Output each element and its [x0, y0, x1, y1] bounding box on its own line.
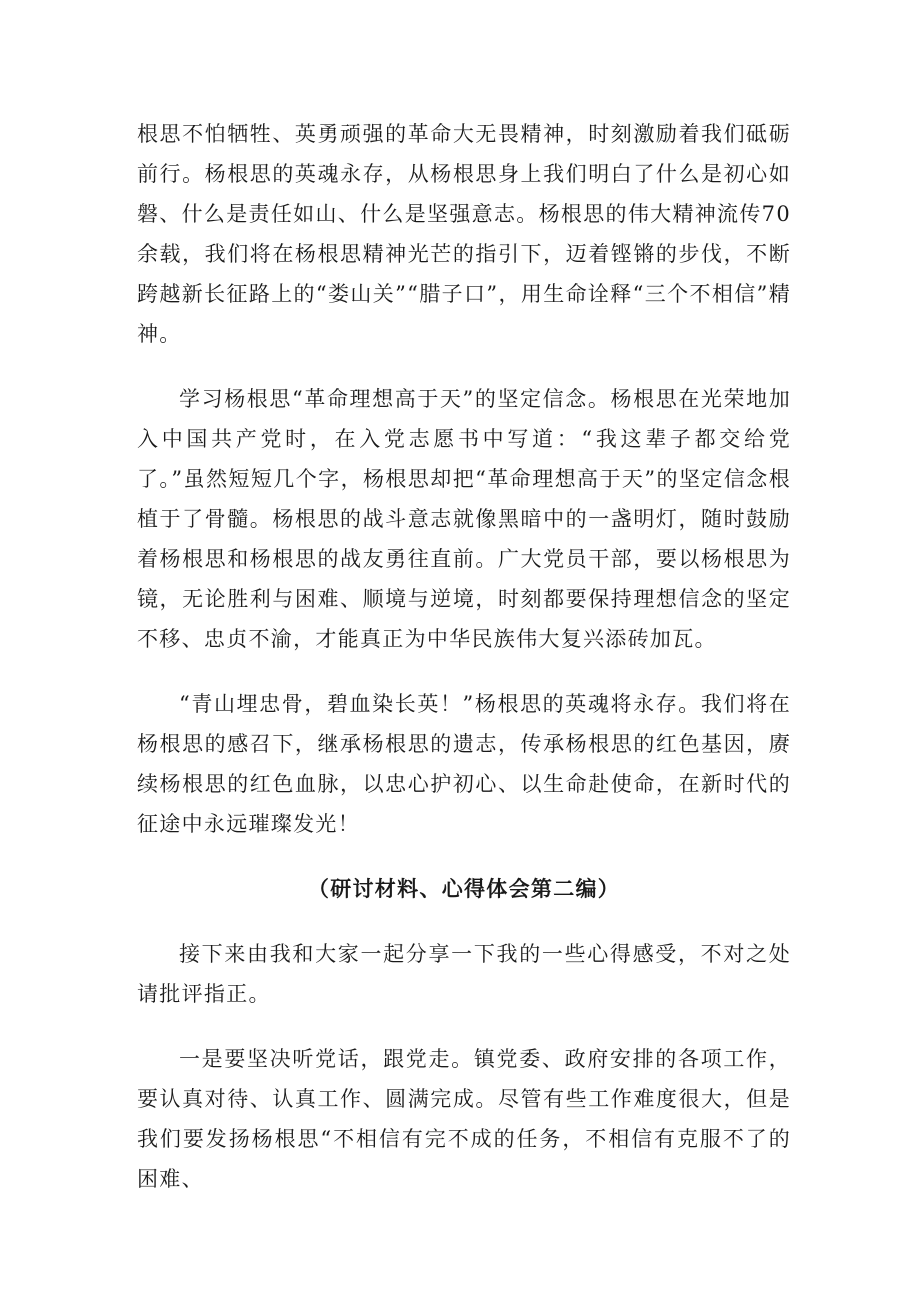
document-body: [137, 114, 791, 1224]
section-heading: （研讨材料、心得体会第二编）: [307, 876, 621, 901]
paragraph-3: “青山埋忠骨，碧血染长英！”杨根思的英魂将永存。我们将在杨根思的感召下，继承杨根思的遗志，传承杨根思的红色基因，赓续杨根思的红色血脉，以忠心护初心、以生命赴使命，在新时代的征途中永远璀璨发光！: [137, 692, 791, 836]
paragraph-5: 一是要坚决听党话，跟党走。镇党委、政府安排的各项工作，要认真对待、认真工作、圆满完成。尽管有些工作难度很大，但是我们要发扬杨根思“不相信有完不成的任务，不相信有克服不了的困难、: [137, 1047, 791, 1191]
paragraph-2: 学习杨根思“革命理想高于天”的坚定信念。杨根思在光荣地加入中国共产党时，在入党志愿书中写道：“我这辈子都交给党了。”虽然短短几个字，杨根思却把“革命理想高于天”的坚定信念根植于了骨髓。杨根思的战斗意志就像黑暗中的一盏明灯，随时鼓励着杨根思和杨根思的战友勇往直前。广大党员干部，要以杨根思为镜，无论胜利与困难、顺境与逆境，时刻都要保持理想信念的坚定不移、忠贞不渝，才能真正为中华民族伟大复兴添砖加瓦。: [137, 387, 791, 651]
paragraph-1: 根思不怕牺牲、英勇顽强的革命大无畏精神，时刻激励着我们砥砺前行。杨根思的英魂永存，从杨根思身上我们明白了什么是初心如磐、什么是责任如山、什么是坚强意志。杨根思的伟大精神流传70余载，我们将在杨根思精神光芒的指引下，迈着铿锵的步伐，不断跨越新长征路上的“娄山关”“腊子口”，用生命诠释“三个不相信”精神。: [137, 122, 791, 346]
paragraph-4: 接下来由我和大家一起分享一下我的一些心得感受，不对之处请批评指正。: [137, 942, 791, 1006]
